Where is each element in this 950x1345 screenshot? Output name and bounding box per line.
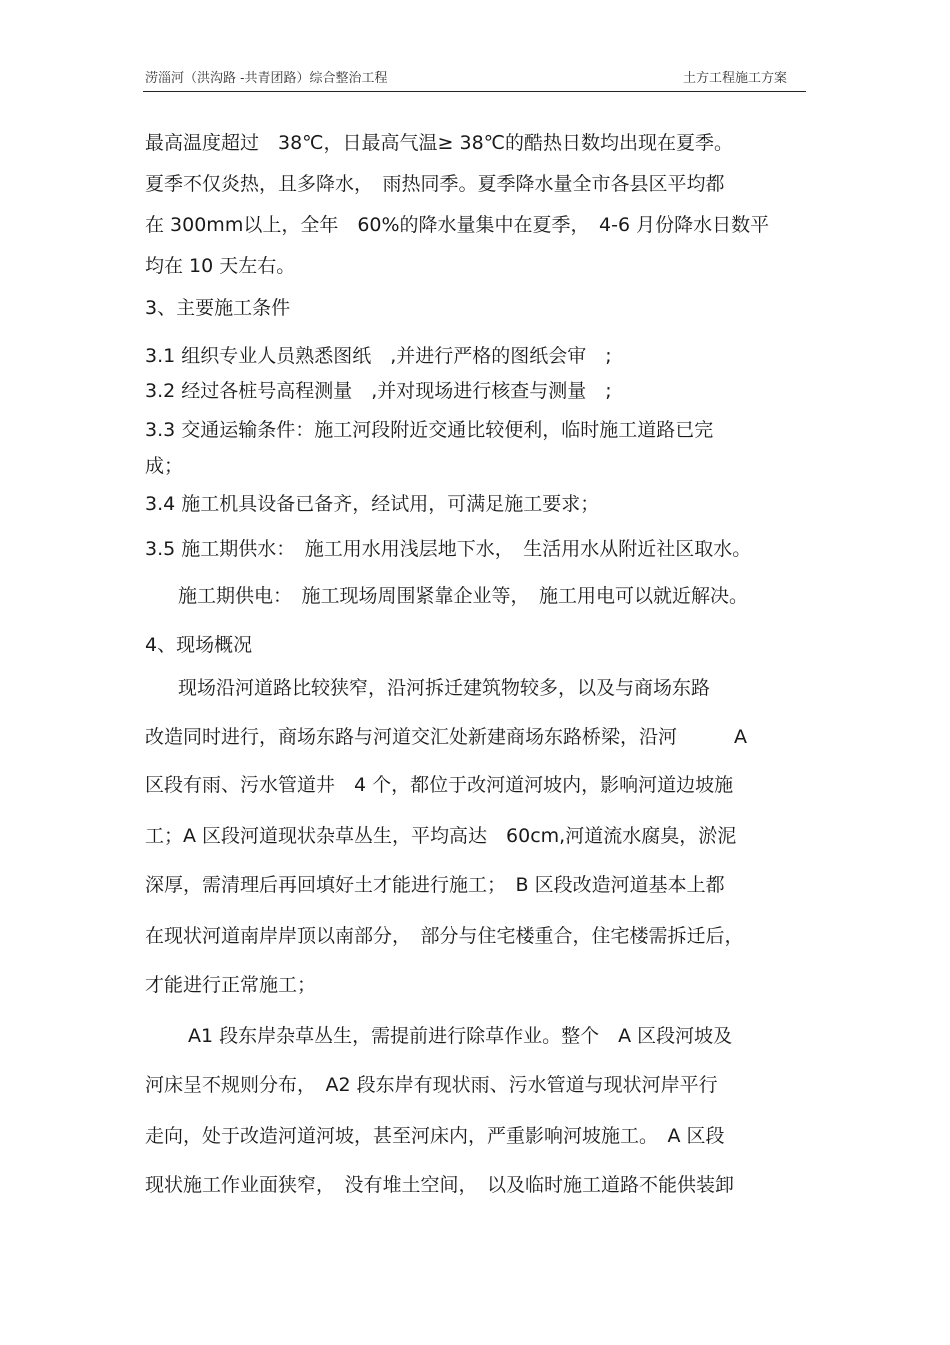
body-line: 才能进行正常施工； bbox=[145, 974, 317, 996]
header-section-title: 土方工程施工方案 bbox=[683, 71, 788, 86]
body-line: 工；A 区段河道现状杂草丛生，平均高达 60cm,河道流水腐臭，淤泥 bbox=[145, 825, 737, 847]
body-line: 河床呈不规则分布， A2 段东岸有现状雨、污水管道与现状河岸平行 bbox=[145, 1074, 718, 1096]
body-line: 施工期供电： 施工现场周围紧靠企业等， 施工用电可以就近解决。 bbox=[178, 585, 749, 607]
header-divider bbox=[143, 91, 806, 92]
section-heading: 3、主要施工条件 bbox=[145, 297, 291, 319]
header-project-title: 涝淄河（洪沟路 -共青团路）综合整治工程 bbox=[145, 71, 388, 86]
body-line: 3.5 施工期供水： 施工用水用浅层地下水， 生活用水从附近社区取水。 bbox=[145, 538, 752, 560]
body-line: 现场沿河道路比较狭窄，沿河拆迁建筑物较多，以及与商场东路 bbox=[178, 677, 711, 699]
body-line: 现状施工作业面狭窄， 没有堆土空间， 以及临时施工道路不能供装卸 bbox=[145, 1174, 735, 1196]
body-line: 在现状河道南岸岸顶以南部分， 部分与住宅楼重合，住宅楼需拆迁后， bbox=[145, 925, 744, 947]
body-line: 改造同时进行，商场东路与河道交汇处新建商场东路桥梁，沿河 A bbox=[145, 726, 747, 748]
body-line: 均在 10 天左右。 bbox=[145, 255, 296, 277]
body-line: A1 段东岸杂草丛生，需提前进行除草作业。整个 A 区段河坡及 bbox=[188, 1025, 733, 1047]
body-line: 3.4 施工机具设备已备齐，经试用，可满足施工要求； bbox=[145, 493, 600, 515]
body-line: 3.3 交通运输条件：施工河段附近交通比较便利，临时施工道路已完 bbox=[145, 419, 714, 441]
body-line: 在 300mm以上，全年 60%的降水量集中在夏季， 4-6 月份降水日数平 bbox=[145, 214, 770, 236]
body-line: 夏季不仅炎热，且多降水， 雨热同季。夏季降水量全市各县区平均都 bbox=[145, 173, 725, 195]
body-line: 最高温度超过 38℃，日最高气温≥ 38℃的酷热日数均出现在夏季。 bbox=[145, 132, 733, 154]
body-line: 深厚，需清理后再回填好土才能进行施工； B 区段改造河道基本上都 bbox=[145, 874, 725, 896]
body-line: 成； bbox=[145, 455, 184, 477]
section-heading: 4、现场概况 bbox=[145, 634, 253, 656]
body-line: 3.2 经过各桩号高程测量 ,并对现场进行核查与测量 ; bbox=[145, 380, 612, 402]
body-line: 区段有雨、污水管道井 4 个，都位于改河道河坡内，影响河道边坡施 bbox=[145, 774, 734, 796]
body-line: 3.1 组织专业人员熟悉图纸 ,并进行严格的图纸会审 ; bbox=[145, 345, 612, 367]
body-line: 走向，处于改造河道河坡，甚至河床内，严重影响河坡施工。 A 区段 bbox=[145, 1125, 725, 1147]
